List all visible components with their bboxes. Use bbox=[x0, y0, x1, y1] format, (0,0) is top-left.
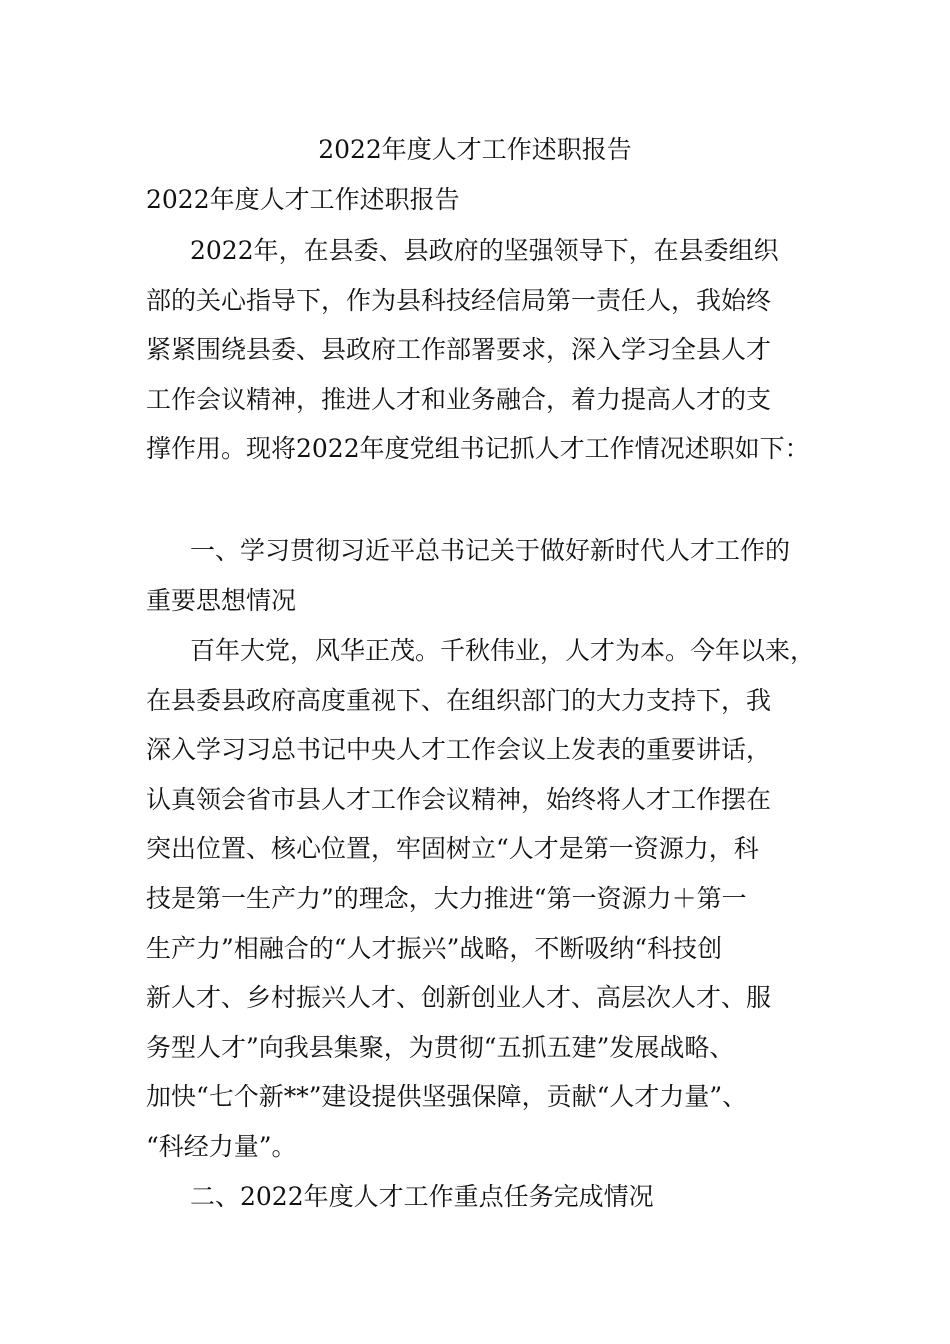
intro-paragraph bbox=[146, 226, 836, 474]
section2-heading bbox=[146, 1172, 836, 1222]
paragraph-line: 工作会议精神，推进人才和业务融合，着力提高人才的支 bbox=[146, 384, 772, 414]
paragraph-line: 技是第一生产力”的理念，大力推进“第一资源力＋第一 bbox=[146, 883, 747, 913]
paragraph-line: 紧紧围绕县委、县政府工作部署要求，深入学习全县人才 bbox=[146, 335, 772, 365]
paragraph-line: 加快“七个新**”建设提供坚强保障，贡献“人才力量”、 bbox=[146, 1082, 748, 1112]
paragraph-line: 部的关心指导下，作为县科技经信局第一责任人，我始终 bbox=[146, 285, 772, 315]
heading-line: 二、2022年度人才工作重点任务完成情况 bbox=[190, 1182, 654, 1211]
paragraph-line: 撑作用。现将2022年度党组书记抓人才工作情况述职如下： bbox=[146, 434, 810, 464]
paragraph-line: 务型人才”向我县集聚，为贯彻“五抓五建”发展战略、 bbox=[146, 1032, 735, 1062]
paragraph-line: 深入学习习总书记中央人才工作会议上发表的重要讲话， bbox=[146, 735, 772, 765]
paragraph-line: 生产力”相融合的“人才振兴”战略，不断吸纳“科技创 bbox=[146, 933, 723, 963]
heading-line: 重要思想情况 bbox=[146, 585, 297, 615]
paragraph-line: “科经力量”。 bbox=[146, 1131, 297, 1161]
document-title: 2022年度人才工作述职报告 bbox=[318, 135, 632, 164]
section1-body bbox=[146, 626, 836, 1172]
section1-heading bbox=[146, 526, 836, 625]
paragraph-line: 2022年，在县委、县政府的坚强领导下，在县委组织 bbox=[190, 236, 779, 265]
paragraph-line: 在县委县政府高度重视下、在组织部门的大力支持下，我 bbox=[146, 685, 772, 715]
paragraph-line: 新人才、乡村振兴人才、创新创业人才、高层次人才、服 bbox=[146, 983, 772, 1013]
paragraph-line: 突出位置、核心位置，牢固树立“人才是第一资源力，科 bbox=[146, 834, 759, 864]
paragraph-line: 百年大党，风华正茂。千秋伟业，人才为本。今年以来， bbox=[190, 636, 816, 665]
paragraph-line: 认真领会省市县人才工作会议精神，始终将人才工作摆在 bbox=[146, 784, 772, 814]
heading-line: 一、学习贯彻习近平总书记关于做好新时代人才工作的 bbox=[190, 536, 791, 565]
document-subtitle: 2022年度人才工作述职报告 bbox=[146, 185, 460, 214]
